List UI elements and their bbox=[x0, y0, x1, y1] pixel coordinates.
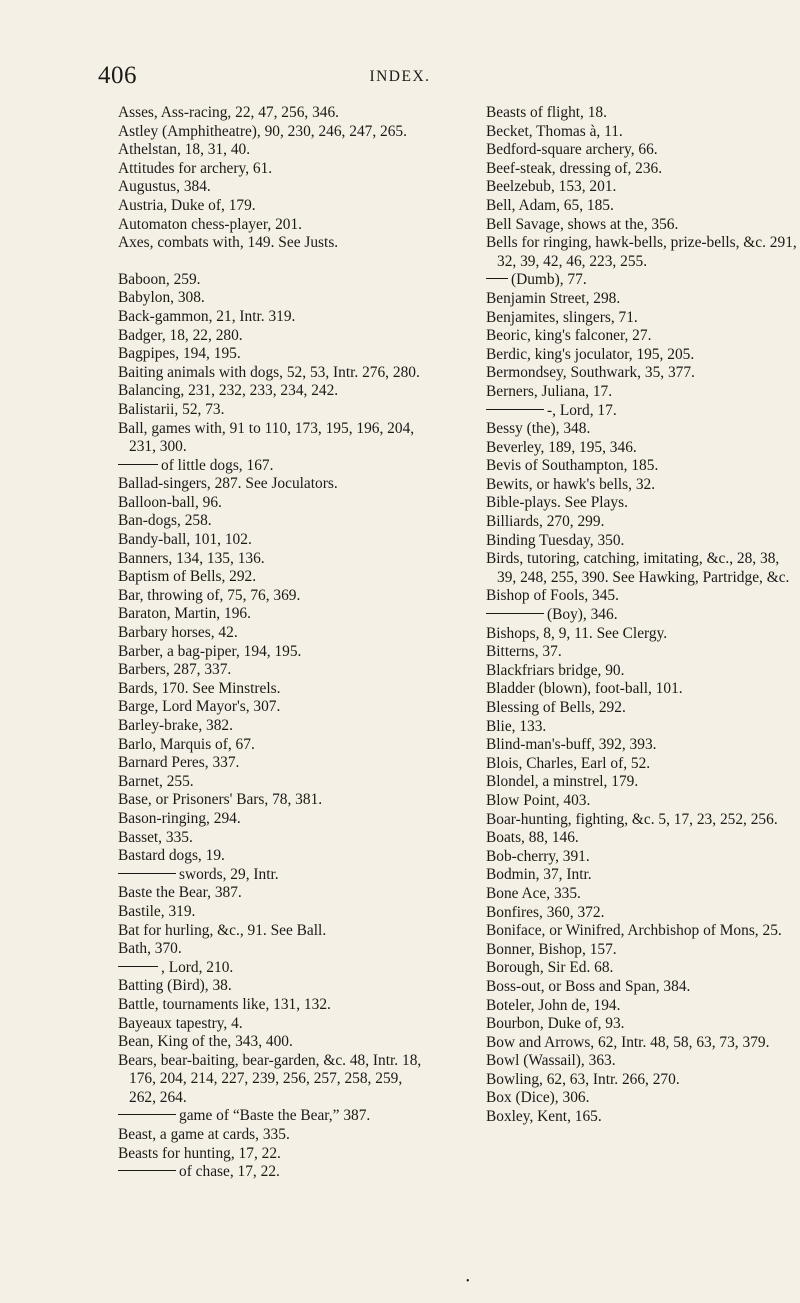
index-entry: Beasts of flight, 18. bbox=[486, 104, 607, 121]
index-entry: Beelzebub, 153, 201. bbox=[486, 178, 617, 196]
index-entry: Blow Point, 403. bbox=[486, 791, 591, 809]
index-entry: game of “Baste the Bear,” 387. bbox=[118, 1107, 430, 1126]
index-entry: Bishop of Fools, 345. bbox=[486, 587, 619, 605]
index-entry: Beverley, 189, 195, 346. bbox=[486, 438, 637, 456]
index-entry: Bishops, 8, 9, 11. See Clergy. bbox=[486, 624, 668, 642]
index-entry: Bewits, or hawk's bells, 32. bbox=[486, 475, 656, 493]
index-entry: Bastard dogs, 19. bbox=[118, 847, 225, 865]
index-entry: Bayeaux tapestry, 4. bbox=[118, 1014, 243, 1032]
index-entry: Box (Dice), 306. bbox=[486, 1089, 590, 1107]
index-entry: Bells for ringing, hawk-bells, prize-bells, &c. 291, 32, 39, 42, 46, 223, 255. bbox=[486, 234, 797, 270]
index-entry: Bevis of Southampton, 185. bbox=[486, 457, 659, 475]
index-entry: Bible-plays. See Plays. bbox=[486, 494, 628, 512]
index-entry: (Boy), 346. bbox=[486, 606, 798, 625]
index-entry: Balloon-ball, 96. bbox=[118, 493, 222, 511]
index-entry: , Lord, 210. bbox=[118, 959, 430, 978]
running-head: INDEX. bbox=[369, 68, 431, 85]
index-entry: Bell Savage, shows at the, 356. bbox=[486, 215, 679, 233]
index-entry: Blie, 133. bbox=[486, 717, 547, 735]
index-entry: Ballad-singers, 287. See Joculators. bbox=[118, 475, 338, 493]
index-entry: Base, or Prisoners' Bars, 78, 381. bbox=[118, 791, 323, 809]
index-entry: Bedford-square archery, 66. bbox=[486, 141, 658, 159]
index-entry: Baste the Bear, 387. bbox=[118, 884, 242, 902]
index-entry: Becket, Thomas à, 11. bbox=[486, 122, 623, 140]
index-entry: Bason-ringing, 294. bbox=[118, 809, 241, 827]
index-entry: Bow and Arrows, 62, Intr. 48, 58, 63, 73, 379. bbox=[486, 1033, 770, 1051]
index-entry: Blondel, a minstrel, 179. bbox=[486, 773, 639, 791]
index-entry: Banners, 134, 135, 136. bbox=[118, 549, 265, 567]
index-entry: Beasts for hunting, 17, 22. bbox=[118, 1144, 281, 1162]
index-entry: Bandy-ball, 101, 102. bbox=[118, 531, 252, 549]
index-entry: Bladder (blown), foot-ball, 101. bbox=[486, 680, 683, 698]
index-entry: Bat for hurling, &c., 91. See Ball. bbox=[118, 921, 327, 939]
index-entry: Borough, Sir Ed. 68. bbox=[486, 959, 614, 977]
index-entry: Boss-out, or Boss and Span, 384. bbox=[486, 977, 691, 995]
index-entry: Axes, combats with, 149. See Justs. bbox=[118, 234, 339, 252]
index-entry: Binding Tuesday, 350. bbox=[486, 531, 625, 549]
index-entry: Baboon, 259. bbox=[118, 270, 201, 288]
index-entry: Back-gammon, 21, Intr. 319. bbox=[118, 307, 296, 325]
index-entry: Bards, 170. See Minstrels. bbox=[118, 679, 281, 697]
index-entry: Automaton chess-player, 201. bbox=[118, 215, 303, 233]
index-entry: Bar, throwing of, 75, 76, 369. bbox=[118, 586, 301, 604]
index-entry: Balistarii, 52, 73. bbox=[118, 400, 225, 418]
index-entry: Bowl (Wassail), 363. bbox=[486, 1052, 616, 1070]
index-entry: Beef-steak, dressing of, 236. bbox=[486, 159, 663, 177]
index-entry: Bitterns, 37. bbox=[486, 643, 562, 661]
index-entry: Birds, tutoring, catching, imitating, &c., 28, 38, 39, 248, 255, 390. See Hawking, Partridge, &c. bbox=[486, 550, 790, 586]
index-entry: Battle, tournaments like, 131, 132. bbox=[118, 995, 331, 1013]
index-entry: Badger, 18, 22, 280. bbox=[118, 326, 243, 344]
index-entry: Boar-hunting, fighting, &c. 5, 17, 23, 252, 256. bbox=[486, 810, 778, 828]
index-entry: Baiting animals with dogs, 52, 53, Intr. 276, 280. bbox=[118, 363, 420, 381]
index-entry: Blind-man's-buff, 392, 393. bbox=[486, 736, 657, 754]
index-entry: -, Lord, 17. bbox=[486, 402, 798, 421]
index-entry: Blois, Charles, Earl of, 52. bbox=[486, 754, 651, 772]
index-entry: Bonfires, 360, 372. bbox=[486, 903, 605, 921]
index-entry: Blessing of Bells, 292. bbox=[486, 699, 626, 716]
index-entry: Balancing, 231, 232, 233, 234, 242. bbox=[118, 382, 339, 400]
left-column bbox=[118, 104, 430, 1182]
index-entry: Attitudes for archery, 61. bbox=[118, 159, 273, 177]
index-entry: Beast, a game at cards, 335. bbox=[118, 1126, 290, 1144]
index-entry: Bessy (the), 348. bbox=[486, 420, 591, 438]
index-entry: Bears, bear-baiting, bear-garden, &c. 48, Intr. 18, 176, 204, 214, 227, 239, 256, 257, 258, 259, 262, 264. bbox=[118, 1051, 422, 1106]
index-entry: Baraton, Martin, 196. bbox=[118, 605, 251, 623]
index-entry: Boniface, or Winifred, Archbishop of Mons, 25. bbox=[486, 922, 782, 940]
index-entry: Augustus, 384. bbox=[118, 178, 211, 196]
index-entry: Beoric, king's falconer, 27. bbox=[486, 327, 652, 345]
index-entry: (Dumb), 77. bbox=[486, 271, 798, 290]
index-entry: Ball, games with, 91 to 110, 173, 195, 196, 204, 231, 300. bbox=[118, 419, 415, 456]
index-entry: Boats, 88, 146. bbox=[486, 829, 579, 847]
index-entry: Bowling, 62, 63, Intr. 266, 270. bbox=[486, 1070, 680, 1088]
index-entry: Bermondsey, Southwark, 35, 377. bbox=[486, 364, 695, 382]
index-entry: Barnard Peres, 337. bbox=[118, 754, 240, 772]
index-entry: Barbers, 287, 337. bbox=[118, 661, 232, 679]
index-entry: Bath, 370. bbox=[118, 940, 182, 958]
index-entry: Benjamin Street, 298. bbox=[486, 289, 621, 307]
page-number: 406 bbox=[98, 62, 137, 89]
index-entry: Batting (Bird), 38. bbox=[118, 977, 232, 995]
index-entry: Berners, Juliana, 17. bbox=[486, 382, 613, 400]
index-entry: of chase, 17, 22. bbox=[118, 1163, 430, 1182]
index-entry: Bell, Adam, 65, 185. bbox=[486, 196, 614, 214]
index-entry: Bean, King of the, 343, 400. bbox=[118, 1033, 293, 1051]
index-entry: Austria, Duke of, 179. bbox=[118, 196, 256, 214]
index-entry: Bonner, Bishop, 157. bbox=[486, 940, 617, 958]
index-entry: Boteler, John de, 194. bbox=[486, 996, 621, 1014]
index-entry: Ban-dogs, 258. bbox=[118, 512, 212, 530]
right-column bbox=[486, 104, 798, 1127]
index-entry: Basset, 335. bbox=[118, 828, 193, 846]
index-entry: of little dogs, 167. bbox=[118, 457, 430, 476]
index-entry: Barley-brake, 382. bbox=[118, 717, 233, 734]
index-entry: Bourbon, Duke of, 93. bbox=[486, 1015, 625, 1033]
index-entry: Benjamites, slingers, 71. bbox=[486, 308, 638, 326]
index-entry: Bastile, 319. bbox=[118, 902, 196, 920]
index-entry: Baptism of Bells, 292. bbox=[118, 568, 257, 586]
index-entry: Bone Ace, 335. bbox=[486, 884, 581, 902]
index-entry: Bob-cherry, 391. bbox=[486, 847, 590, 865]
index-entry: Billiards, 270, 299. bbox=[486, 513, 605, 531]
index-entry: Blackfriars bridge, 90. bbox=[486, 661, 625, 679]
index-entry: Bodmin, 37, Intr. bbox=[486, 866, 592, 884]
index-entry: Barber, a bag-piper, 194, 195. bbox=[118, 642, 302, 660]
index-entry: Asses, Ass-racing, 22, 47, 256, 346. bbox=[118, 104, 340, 121]
index-entry: Athelstan, 18, 31, 40. bbox=[118, 141, 251, 159]
footer-mark: • bbox=[466, 1276, 470, 1287]
index-entry: Bagpipes, 194, 195. bbox=[118, 345, 241, 363]
index-entry: Astley (Amphitheatre), 90, 230, 246, 247, 265. bbox=[118, 122, 407, 140]
index-entry: Barnet, 255. bbox=[118, 772, 194, 790]
index-entry: Barlo, Marquis of, 67. bbox=[118, 735, 255, 753]
index-entry: Barbary horses, 42. bbox=[118, 624, 238, 642]
index-entry: swords, 29, Intr. bbox=[118, 866, 430, 885]
index-entry: Babylon, 308. bbox=[118, 289, 205, 307]
index-entry: Berdic, king's joculator, 195, 205. bbox=[486, 345, 695, 363]
index-entry: Barge, Lord Mayor's, 307. bbox=[118, 698, 281, 716]
index-entry: Boxley, Kent, 165. bbox=[486, 1108, 602, 1126]
